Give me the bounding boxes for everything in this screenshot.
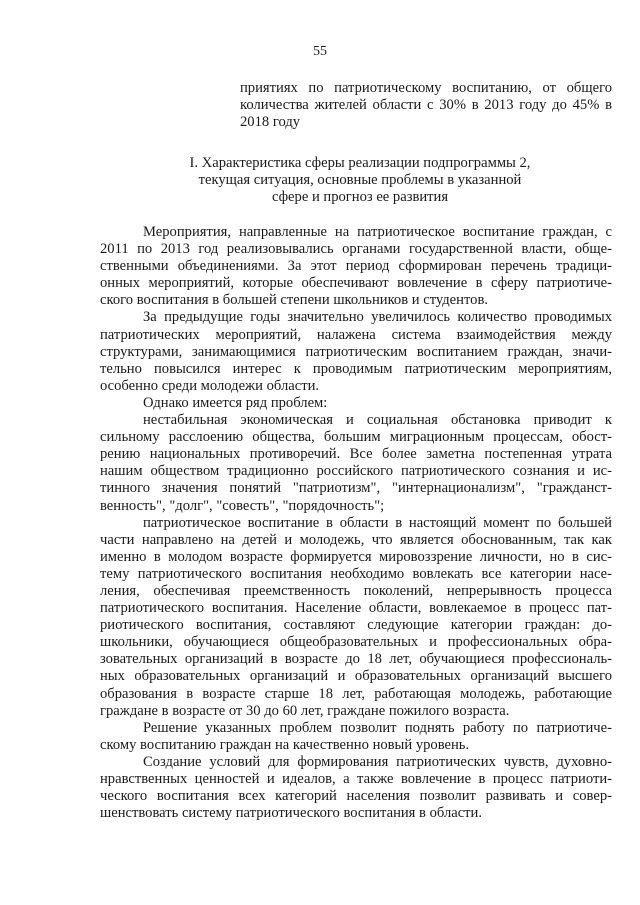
heading-line: сфере и прогноз ее развития [271, 189, 449, 206]
text-line: патриотических мероприятий, налажена система взаимодействия между [100, 326, 612, 343]
text-line: нравственных ценностей и идеалов, а также вовлечение в процесс патриоти- [100, 771, 612, 787]
text-line: граждане в возрасте от 30 до 60 лет, граждане пожилого возраста. [100, 702, 510, 719]
text-line: сильному расслоению общества, большим миграционным процессам, обост- [100, 429, 612, 446]
text-line: нашим обществом традиционно российского патриотического сознания и ис- [100, 463, 612, 480]
page-number: 55 [313, 44, 327, 59]
text-line: За предыдущие годы значительно увеличилось количество проводимых [143, 309, 612, 326]
text-line: рению национальных противоречий. Все более заметна постепенная утрата [100, 446, 612, 463]
text-line: ственными объединениями. За этот период сформирован перечень традици- [100, 258, 612, 275]
text-line: Создание условий для формирования патриотических чувств, духовно- [143, 753, 612, 770]
text-line: ского воспитания в большей степени школьников и студентов. [100, 292, 488, 309]
text-line: ческого воспитания всех категорий населения позволит развивать и совер- [100, 788, 612, 805]
text-line: зовательных организаций в возрасте до 18 лет, обучающиеся профессиональ- [100, 651, 612, 668]
text-line: патриотического воспитания. Население области, вовлекаемое в процесс пат- [100, 600, 612, 617]
text-line: Мероприятия, направленные на патриотическое воспитание граждан, с [143, 224, 612, 240]
text-line: Решение указанных проблем позволит поднять работу по патриотиче- [143, 719, 612, 736]
continuation-text [240, 80, 612, 131]
text-line: количества жителей области с 30% в 2013 году до 45% в [240, 97, 612, 114]
text-line: тему патриотического воспитания необходимо вовлекать все категории насе- [100, 565, 612, 582]
text-line: структурами, занимающимися патриотическим воспитанием граждан, значи- [100, 343, 612, 360]
text-line: образования в возрасте старше 18 лет, работающая молодежь, работающие [100, 685, 612, 702]
section-heading [150, 155, 570, 206]
text-line: Однако имеется ряд проблем: [143, 394, 328, 411]
text-line: ных образовательных организаций и образовательных организаций высшего [100, 668, 612, 685]
text-line: нестабильная экономическая и социальная обстановка приводит к [143, 412, 612, 429]
body-text [100, 224, 612, 822]
text-line: риотического воспитания, составляют следующие категории граждан: до- [100, 617, 612, 634]
text-line: приятиях по патриотическому воспитанию, от общего [240, 80, 612, 96]
text-line: патриотическое воспитание в области в настоящий момент по большей [143, 514, 612, 531]
text-line: шенствовать систему патриотического воспитания в области. [100, 805, 483, 822]
text-line: 2011 по 2013 год реализовывались органами государственной власти, обще- [100, 241, 612, 258]
text-line: части направлено на детей и молодежь, что является обоснованным, так как [100, 531, 612, 548]
text-line: именно в молодом возрасте формируется мировоззрение личности, но в сис- [100, 548, 612, 565]
heading-line: I. Характеристика сферы реализации подпрограммы 2, [189, 155, 531, 171]
text-line: школьники, обучающиеся общеобразовательных и профессиональных обра- [100, 634, 612, 651]
text-line: скому воспитанию граждан на качественно новый уровень. [100, 736, 470, 753]
heading-line: текущая ситуация, основные проблемы в указанной [198, 172, 522, 189]
text-line: венность", "долг", "совесть", "порядочность"; [100, 497, 385, 514]
text-line: 2018 году [240, 114, 301, 131]
text-line: ления, обеспечивая преемственность поколений, непрерывность процесса [100, 582, 612, 599]
text-line: онных мероприятий, которые обеспечивают вовлечение в сферу патриотиче- [100, 275, 612, 292]
text-line: тельно повысился интерес к проводимым патриотическим мероприятиям, [100, 360, 612, 377]
text-line: тинного значения понятий "патриотизм", "интернационализм", "гражданст- [100, 480, 612, 497]
text-line: особенно среди молодежи области. [100, 377, 320, 394]
